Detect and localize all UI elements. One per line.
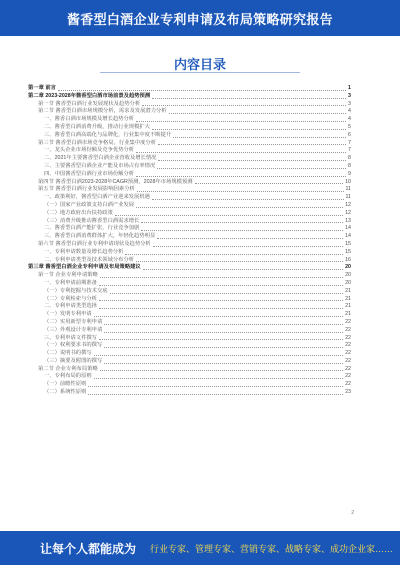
toc-leader-dots (152, 129, 346, 130)
toc-entry[interactable] (28, 303, 351, 311)
toc-entry-text: 第三章 酱香型白酒企业专利申请及布局策略建议 (28, 264, 141, 271)
toc-entry-page: 22 (345, 350, 351, 357)
toc-entry[interactable] (28, 93, 351, 101)
toc-entry[interactable] (28, 342, 351, 350)
toc-entry-text: （一）前瞻性原则 (44, 381, 87, 388)
toc-leader-dots (136, 121, 346, 122)
toc-entry-page: 15 (345, 248, 351, 255)
toc-leader-dots (99, 308, 343, 309)
toc-leader-dots (136, 207, 343, 208)
toc-entry[interactable] (28, 249, 351, 257)
toc-entry[interactable] (28, 116, 351, 124)
toc-entry-text: （二）说明书的撰写 (44, 350, 92, 357)
toc-entry-text: （二）专利检索与分析 (44, 295, 97, 302)
toc-entry[interactable] (28, 288, 351, 296)
toc-leader-dots (137, 191, 344, 192)
toc-leader-dots (157, 168, 346, 169)
toc-entry-text: 第四节 酱香型白酒2023-2028年CAGR预测，2028年市场规模预测 (38, 178, 193, 185)
toc-entry-page: 1 (348, 85, 351, 91)
toc-entry[interactable] (28, 147, 351, 155)
toc-entry[interactable] (28, 210, 351, 218)
toc-entry-page: 10 (345, 178, 351, 185)
toc-entry[interactable] (28, 241, 351, 249)
toc-entry[interactable] (28, 358, 351, 366)
toc-entry[interactable] (28, 264, 351, 272)
toc-entry-page: 14 (345, 225, 351, 232)
toc-leader-dots (115, 215, 343, 216)
toc-leader-dots (99, 300, 343, 301)
toc-entry-page: 3 (348, 100, 351, 107)
toc-entry-page: 4 (348, 116, 351, 123)
toc-entry-page: 3 (348, 92, 351, 99)
toc-entry-text: 二、2021年主要酱香型白酒企业营收及增长情况 (44, 155, 157, 162)
toc-entry-text: （二）实用新型专利申请 (44, 318, 103, 325)
toc-leader-dots (58, 90, 346, 91)
toc-entry-text: （三）消费升级推动酱香型白酒需求增长 (44, 217, 140, 224)
toc-entry-text: 一、龙头企业市场份额及竞争优势分析 (44, 147, 135, 154)
toc-entry-text: 第六节 酱香型白酒行业专利申请现状及趋势分析 (38, 240, 151, 247)
toc-leader-dots (99, 339, 343, 340)
toc-entry[interactable] (28, 202, 351, 210)
toc-entry-page: 11 (345, 194, 351, 201)
toc-entry-page: 15 (345, 240, 351, 247)
toc-entry[interactable] (28, 225, 351, 233)
toc-entry[interactable] (28, 389, 351, 397)
toc-divider (100, 72, 300, 73)
toc-leader-dots (104, 363, 343, 364)
toc-entry-text: 三、酱香型白酒消费群体扩大，年轻化趋势明显 (44, 233, 156, 240)
toc-entry-text: （一）专利挖掘与技术交底 (44, 287, 108, 294)
toc-leader-dots (125, 254, 343, 255)
toc-entry-page: 21 (345, 311, 351, 318)
toc-entry-page: 22 (345, 326, 351, 333)
toc-entry-text: 第一节 酱香型白酒行业发展现状及趋势分析 (38, 100, 141, 107)
toc-entry-text: 一、专利申请前期准备 (44, 279, 97, 286)
toc-entry-page: 22 (345, 357, 351, 364)
page-number: 2 (351, 510, 354, 516)
toc-entry-page: 11 (345, 186, 351, 193)
toc-leader-dots (152, 199, 344, 200)
toc-entry-page: 12 (345, 201, 351, 208)
toc-entry-page: 22 (345, 373, 351, 380)
toc-entry-text: 一、专利布局的原则 (44, 373, 92, 380)
bottom-banner (0, 531, 400, 565)
toc-entry-text: 一、专利申请数量及增长趋势分析 (44, 248, 124, 255)
toc-entry[interactable] (28, 186, 351, 194)
toc-leader-dots (110, 293, 344, 294)
toc-entry[interactable] (28, 311, 351, 319)
toc-entry-page: 7 (348, 139, 351, 146)
toc-entry[interactable] (28, 124, 351, 132)
toc-leader-dots (173, 137, 346, 138)
toc-entry-text: （一）国家产业政策支持白酒产业发展 (44, 201, 135, 208)
toc-entry[interactable] (28, 327, 351, 335)
toc-leader-dots (195, 183, 344, 184)
toc-entry-page: 23 (345, 389, 351, 396)
toc-entry-text: 第二节 酱香型白酒市场规模分析，需求及发展潜力分析 (38, 108, 167, 115)
toc-entry-page: 21 (345, 303, 351, 310)
toc-entry[interactable] (28, 233, 351, 241)
toc-entry-page: 22 (345, 342, 351, 349)
toc-entry-page: 22 (345, 334, 351, 341)
toc-entry-text: （一）权利要求书的撰写 (44, 342, 103, 349)
toc-entry-text: 一、政策利好，酱香型白酒产业迎来发展机遇 (44, 194, 150, 201)
toc-leader-dots (158, 144, 346, 145)
toc-entry[interactable] (28, 319, 351, 327)
toc-entry-page: 21 (345, 287, 351, 294)
toc-leader-dots (136, 152, 346, 153)
toc-entry-text: 第三节 酱香型白酒市场竞争格局，行业集中度分析 (38, 139, 157, 146)
toc-entry[interactable] (28, 155, 351, 163)
toc-leader-dots (136, 261, 343, 262)
toc-leader-dots (100, 370, 343, 371)
toc-leader-dots (104, 332, 343, 333)
toc-entry-text: 三、酱香型白酒高端化与品牌化，行业集中度不断提升 (44, 131, 172, 138)
toc-entry-text: 二、酱香型白酒产能扩张，行业竞争加剧 (44, 225, 140, 232)
toc-entry[interactable] (28, 381, 351, 389)
toc-entry-page: 21 (345, 295, 351, 302)
toc-entry-page: 8 (348, 155, 351, 162)
toc-entry[interactable] (28, 163, 351, 171)
toc-leader-dots (142, 105, 346, 106)
toc-leader-dots (88, 386, 343, 387)
toc-leader-dots (104, 347, 343, 348)
toc-entry-page: 14 (345, 233, 351, 240)
toc-entry[interactable] (28, 280, 351, 288)
toc-entry-page: 13 (345, 217, 351, 224)
toc-entry-text: 二、酱香型白酒消费升级，推动行业规模扩大 (44, 123, 150, 130)
toc-leader-dots (153, 246, 343, 247)
toc-leader-dots (152, 98, 346, 99)
toc-entry-page: 20 (345, 264, 351, 271)
toc-leader-dots (104, 324, 343, 325)
toc-entry-page: 22 (345, 381, 351, 388)
toc-leader-dots (157, 238, 343, 239)
toc-entry[interactable] (28, 272, 351, 280)
footer-tagline: 行业专家、管理专家、营销专家、战略专家、成功企业家…… (150, 544, 394, 554)
toc-entry-page: 12 (345, 209, 351, 216)
toc-entry-text: 第一章 前言 (28, 85, 56, 91)
toc-entry-text: 一、酱香白酒市场规模及增长趋势分析 (44, 116, 135, 123)
toc-leader-dots (94, 355, 343, 356)
toc-entry[interactable] (28, 171, 351, 179)
toc-entry-page: 22 (345, 318, 351, 325)
toc-leader-dots (88, 394, 343, 395)
toc-entry-page: 16 (345, 256, 351, 263)
toc-entry-text: 三、专利申请文件撰写 (44, 334, 97, 341)
toc-entry-text: 第一节 企业专利申请策略 (38, 272, 98, 279)
toc-entry-text: 第五节 酱香型白酒行业发展影响因素分析 (38, 186, 135, 193)
report-title: 酱香型白酒企业专利申请及布局策略研究报告 (66, 12, 333, 27)
toc-entry-page: 9 (348, 170, 351, 177)
toc-entry-page: 20 (345, 279, 351, 286)
toc-entry-page: 5 (348, 123, 351, 130)
toc-leader-dots (143, 269, 343, 270)
toc-entry-text: （三）摘要及附图的撰写 (44, 357, 103, 364)
toc-leader-dots (141, 222, 343, 223)
toc-entry[interactable] (28, 194, 351, 202)
toc-entry-page: 22 (345, 365, 351, 372)
toc-entry[interactable] (28, 350, 351, 358)
toc-leader-dots (136, 176, 346, 177)
toc-entry[interactable] (28, 132, 351, 140)
toc-entry-text: （一）发明专利申请 (44, 311, 92, 318)
toc-leader-dots (100, 277, 343, 278)
toc-heading: 内容目录 (173, 57, 226, 72)
toc-entry-text: （二）系统性原则 (44, 389, 87, 396)
toc-entry[interactable] (28, 85, 351, 93)
toc-entry-page: 4 (348, 108, 351, 115)
toc-entry-text: 四、中国酱香型白酒行业市场份额分析 (44, 170, 135, 177)
toc-entry-text: 第二章 2023-2028年酱香型白酒市场前景及趋势预测 (28, 92, 151, 99)
footer-slogan: 让每个人都能成为 (40, 542, 137, 556)
toc-leader-dots (94, 316, 343, 317)
toc-entry-page: 7 (348, 147, 351, 154)
toc-entry-text: 二、专利申请类型及技术领域分布分析 (44, 256, 135, 263)
toc-entry-text: （三）外观设计专利申请 (44, 326, 103, 333)
toc-entry-page: 20 (345, 272, 351, 279)
toc-entry-text: 三、主要酱香型白酒企业产能及市场占有率情况 (44, 162, 156, 169)
top-banner (0, 0, 400, 36)
toc-entry-text: 第二节 企业专利布局策略 (38, 365, 98, 372)
toc-leader-dots (99, 285, 343, 286)
toc-entry-text: （二）地方政府出台扶持政策 (44, 209, 113, 216)
toc-leader-dots (94, 378, 343, 379)
toc-leader-dots (169, 113, 346, 114)
toc-leader-dots (158, 160, 346, 161)
toc-entry-page: 8 (348, 162, 351, 169)
table-of-contents (28, 85, 351, 397)
toc-leader-dots (141, 230, 343, 231)
toc-entry-page: 6 (348, 131, 351, 138)
toc-entry-text: 二、专利申请类型选择 (44, 303, 97, 310)
